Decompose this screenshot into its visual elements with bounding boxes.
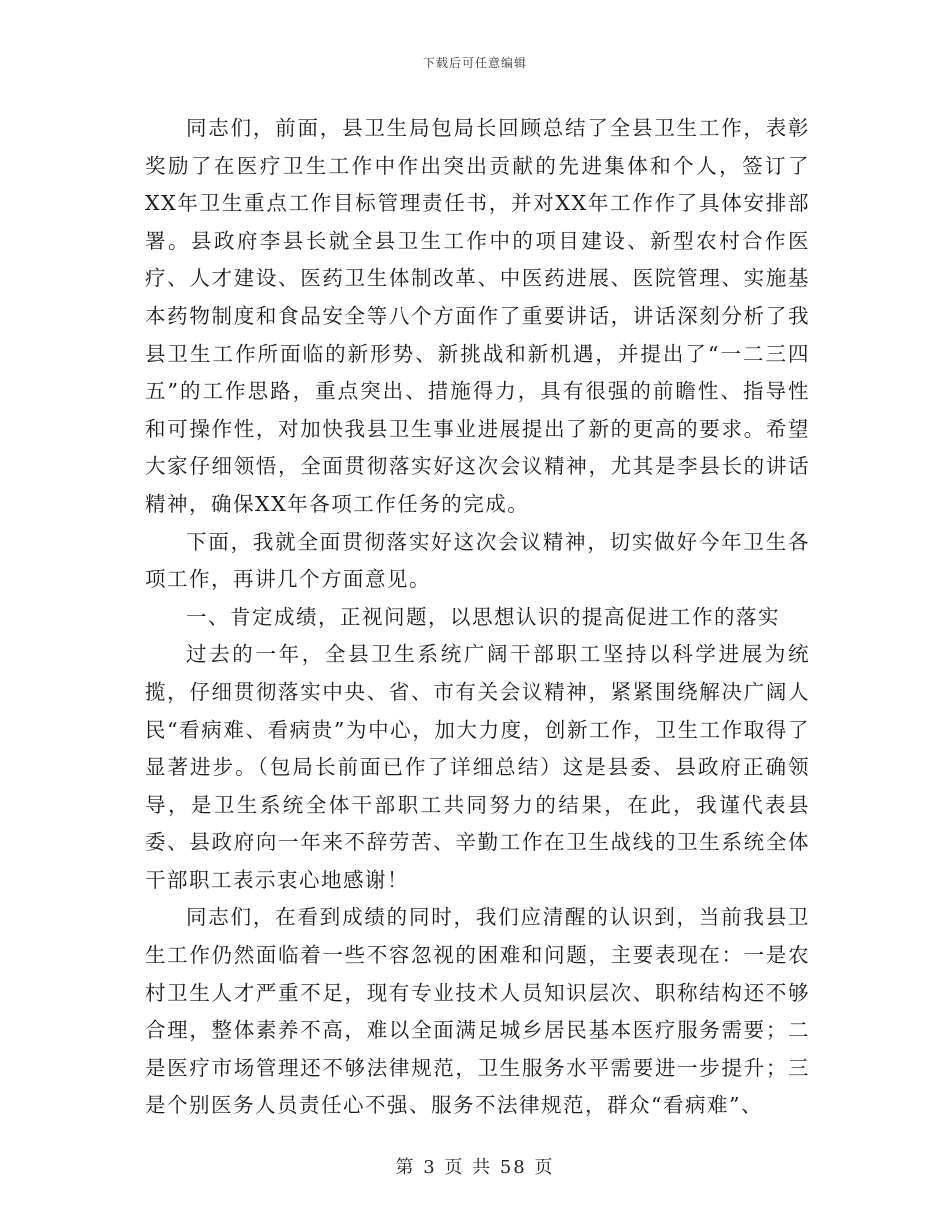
paragraph-2: 下面，我就全面贯彻落实好这次会议精神，切实做好今年卫生各项工作，再讲几个方面意见。	[145, 529, 810, 592]
paragraph-3: 过去的一年，全县卫生系统广阔干部职工坚持以科学进展为统揽，仔细贯彻落实中央、省、市有关会议精神，紧紧围绕解决广阔人民“看病难、看病贵”为中心，加大力度，创新工作，卫生工作取得了显著进步。（包局长前面已作了详细总结）这是县委、县政府正确领导，是卫生系统全体干部职工共同努力的结果，在此，我谨代表县委、县政府向一年来不辞劳苦、辛勤工作在卫生战线的卫生系统全体干部职工表示衷心地感谢！	[145, 642, 810, 892]
page-number-footer: 第 3 页 共 58 页	[395, 1157, 555, 1178]
section-heading-1: 一、肯定成绩，正视问题，以思想认识的提高促进工作的落实	[186, 604, 780, 629]
page-header: 下载后可任意编辑	[422, 56, 527, 70]
paragraph-1: 同志们，前面，县卫生局包局长回顾总结了全县卫生工作，表彰奖励了在医疗卫生工作中作出突出贡献的先进集体和个人，签订了XX年卫生重点工作目标管理责任书，并对XX年工作作了具体安排部署。县政府李县长就全县卫生工作中的项目建设、新型农村合作医疗、人才建设、医药卫生体制改革、中医药进展、医院管理、实施基本药物制度和食品安全等八个方面作了重要讲话，讲话深刻分析了我县卫生工作所面临的新形势、新挑战和新机遇，并提出了“一二三四五”的工作思路，重点突出、措施得力，具有很强的前瞻性、指导性和可操作性，对加快我县卫生事业进展提出了新的更高的要求。希望大家仔细领悟，全面贯彻落实好这次会议精神，尤其是李县长的讲话精神，确保XX年各项工作任务的完成。	[145, 116, 810, 516]
document-body	[145, 110, 810, 1125]
paragraph-4: 同志们，在看到成绩的同时，我们应清醒的认识到，当前我县卫生工作仍然面临着一些不容忽视的困难和问题，主要表现在：一是农村卫生人才严重不足，现有专业技术人员知识层次、职称结构还不够合理，整体素养不高，难以全面满足城乡居民基本医疗服务需要；二是医疗市场管理还不够法律规范，卫生服务水平需要进一步提升；三是个别医务人员责任心不强、服务不法律规范，群众“看病难”、	[145, 905, 810, 1118]
